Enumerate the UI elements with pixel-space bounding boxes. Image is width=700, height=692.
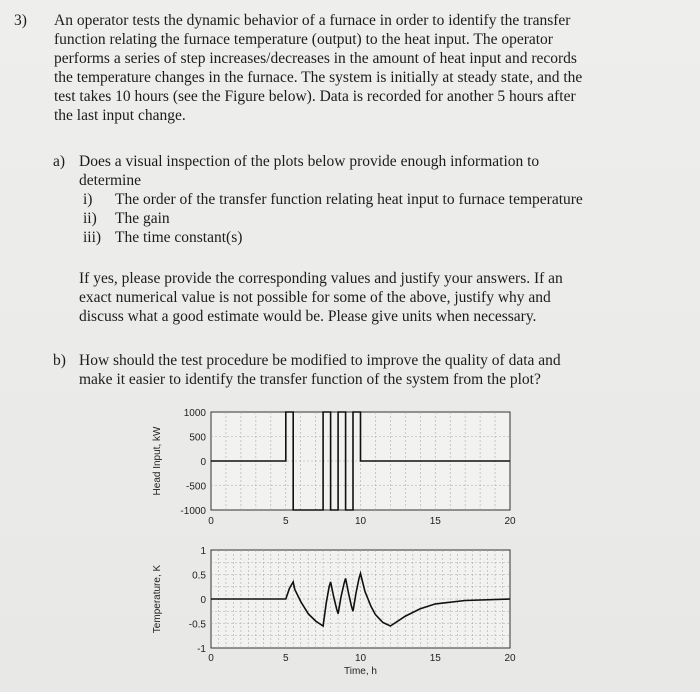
part-a-label: a) <box>53 153 66 170</box>
y-tick-label: 500 <box>189 432 206 444</box>
part-b-label: b) <box>53 352 66 369</box>
followup-line: discuss what a good estimate would be. Please give units when necessary. <box>79 308 537 325</box>
x-tick-label: 20 <box>504 653 516 664</box>
list-item-text: The order of the transfer function relating heat input to furnace temperature <box>115 191 583 208</box>
problem-line: the last input change. <box>54 107 186 124</box>
part-a-line: Does a visual inspection of the plots below provide enough information to <box>79 153 540 170</box>
list-item-number: ii) <box>83 210 97 227</box>
x-tick-label: 15 <box>429 516 441 527</box>
x-tick-label: 10 <box>354 653 367 664</box>
followup-line: If yes, please provide the corresponding values and justify your answers. If an <box>79 270 563 287</box>
y-tick-label: 0 <box>200 457 206 468</box>
problem-line: the temperature changes in the furnace. The system is initially at steady state, and the <box>54 69 583 86</box>
followup-line: exact numerical value is not possible for some of the above, justify why and <box>79 289 551 306</box>
y-tick-label: 0.5 <box>192 570 206 582</box>
x-tick-label: 0 <box>208 653 214 664</box>
problem-line: test takes 10 hours (see the Figure below). Data is recorded for another 5 hours after <box>54 88 576 105</box>
list-item-text: The time constant(s) <box>115 229 243 246</box>
x-tick-label: 5 <box>282 516 289 527</box>
x-axis-label: Time, h <box>344 666 377 677</box>
y-tick-label: 1000 <box>183 408 206 419</box>
y-tick-label: -1 <box>197 644 206 655</box>
x-tick-label: 0 <box>208 516 214 527</box>
x-tick-label: 15 <box>429 653 441 664</box>
problem-line: function relating the furnace temperature (output) to the heat input. The operator <box>54 31 553 48</box>
y-tick-label: -0.5 <box>188 619 206 631</box>
x-tick-label: 5 <box>282 653 289 664</box>
y-axis-label: Head Input, kW <box>152 426 163 496</box>
problem-number: 3) <box>14 12 27 29</box>
part-b-line: make it easier to identify the transfer function of the system from the plot? <box>79 371 541 388</box>
y-tick-label: 1 <box>200 546 206 557</box>
problem-line: An operator tests the dynamic behavior of a furnace in order to identify the transfer <box>54 12 571 29</box>
part-b-line: How should the test procedure be modified to improve the quality of data and <box>79 352 561 369</box>
y-axis-label: Temperature, K <box>152 564 163 634</box>
list-item-text: The gain <box>115 210 170 227</box>
list-item-number: iii) <box>83 229 102 246</box>
problem-line: performs a series of step increases/decreases in the amount of heat input and records <box>54 50 577 67</box>
x-tick-label: 10 <box>354 516 367 527</box>
y-tick-label: -500 <box>185 481 206 493</box>
x-tick-label: 20 <box>504 516 516 527</box>
part-a-line: determine <box>79 172 141 189</box>
list-item-number: i) <box>83 191 93 208</box>
y-tick-label: -1000 <box>180 506 206 517</box>
y-tick-label: 0 <box>200 595 206 606</box>
